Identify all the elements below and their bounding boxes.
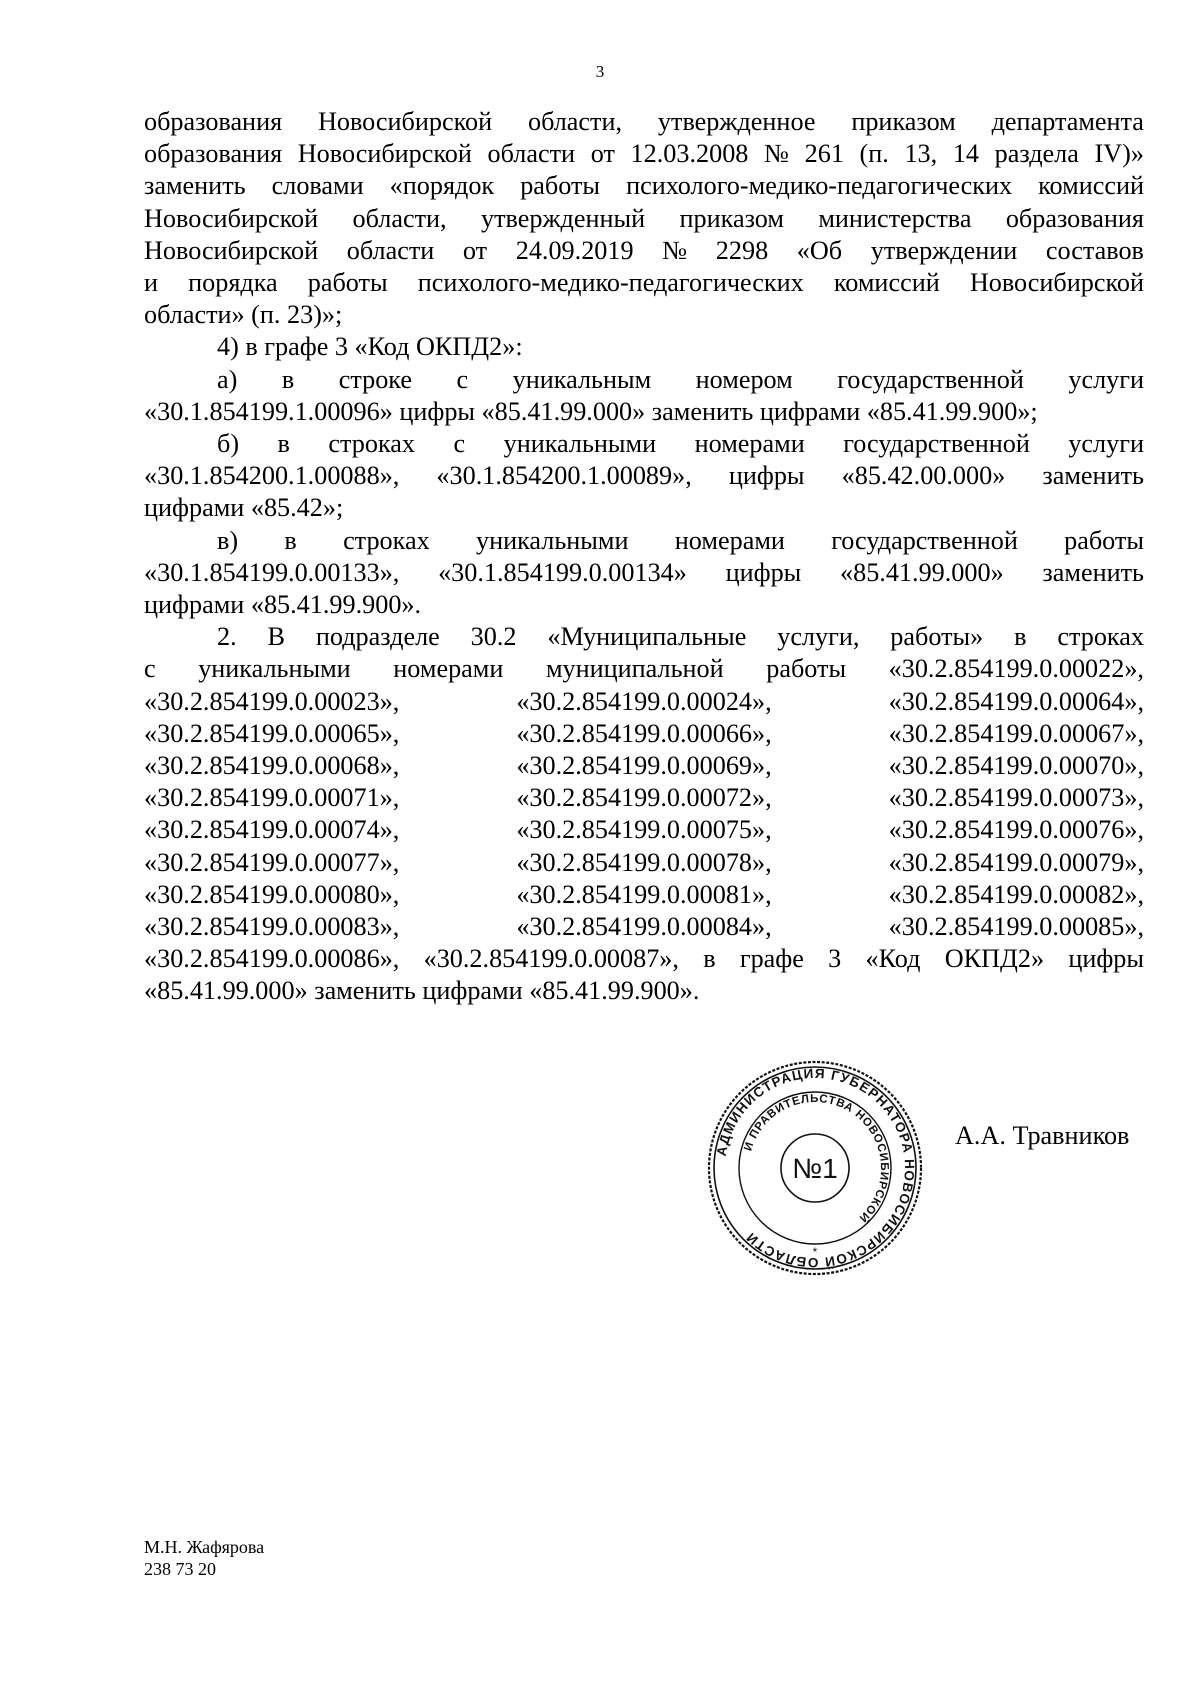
word: № <box>662 235 688 265</box>
text-line: области» (п. 23)»; <box>144 300 343 330</box>
word: образования <box>144 107 283 136</box>
word: В <box>267 622 285 652</box>
text-line: «30.1.854199.1.00096» цифры «85.41.99.000» заменить цифрами «85.41.99.900»; <box>144 396 1038 426</box>
word: Новосибирской <box>969 268 1144 298</box>
word: государственной <box>837 364 1024 394</box>
word: «85.42.00.000» <box>841 461 1006 491</box>
text-line <box>144 653 1144 685</box>
word: «Код <box>865 944 921 974</box>
stamp-outer-text: АДМИНИСТРАЦИЯ ГУБЕРНАТОРА НОВОСИБИРСКОЙ ОБЛАСТИ <box>713 1065 918 1271</box>
word: 2298 <box>715 235 769 265</box>
executor-block <box>144 1536 264 1580</box>
text-line <box>144 170 1144 202</box>
word: уникальными <box>503 429 657 459</box>
word: образования <box>1005 203 1144 233</box>
word: «30.2.854199.0.00078», <box>516 847 772 877</box>
text-line <box>144 203 1144 235</box>
word: подразделе <box>315 622 440 652</box>
word: в <box>703 944 716 974</box>
word: приказом <box>851 107 956 136</box>
word: «30.2.854199.0.00077», <box>144 847 400 877</box>
word: утвержденное <box>657 107 816 136</box>
word: работы <box>766 654 847 684</box>
word: утверждении <box>870 235 1018 265</box>
svg-text:*: * <box>812 1245 818 1259</box>
text-line: цифрами «85.41.99.900». <box>144 590 422 620</box>
word: работы» <box>890 622 984 652</box>
word: комиссий <box>1038 171 1144 201</box>
word: психолого-медико-педагогических <box>626 171 1013 201</box>
word: «30.2.854199.0.00087», <box>423 944 679 974</box>
word: заменить <box>1042 557 1144 587</box>
word: строке <box>338 364 413 394</box>
word: муниципальной <box>545 654 724 684</box>
document-body <box>144 106 1144 1008</box>
word: «30.2.854199.0.00066», <box>516 718 772 748</box>
word: области <box>487 139 576 169</box>
word: 24.09.2019 <box>515 235 634 265</box>
word: цифры <box>728 461 805 491</box>
word: словами <box>271 171 364 201</box>
word: образования <box>144 139 283 169</box>
text-line <box>144 621 1144 653</box>
text-line <box>144 718 1144 750</box>
word: «30.2.854199.0.00085», <box>888 912 1144 942</box>
word: ОКПД2» <box>944 944 1045 974</box>
word: «30.1.854200.1.00088», <box>144 461 400 491</box>
word: «30.2.854199.0.00082», <box>888 879 1144 909</box>
word: Новосибирской <box>317 107 493 136</box>
word: государственной <box>843 429 1030 459</box>
word: «30.2.854199.0.00074», <box>144 815 400 845</box>
word: области, <box>527 107 623 136</box>
word: и <box>144 268 159 298</box>
word: номерами <box>694 429 805 459</box>
text-line <box>144 428 1144 460</box>
word: заменить <box>1042 461 1144 491</box>
word: с <box>456 364 469 394</box>
text-line <box>144 525 1144 557</box>
word: 261 <box>804 139 844 169</box>
word: Новосибирской <box>144 203 319 233</box>
text-line <box>144 235 1144 267</box>
word: «30.2.854199.0.00069», <box>516 751 772 781</box>
word: № <box>764 139 789 169</box>
text-line <box>144 460 1144 492</box>
text-line <box>144 138 1144 170</box>
word: в <box>281 364 295 394</box>
word: «85.41.99.000» <box>840 557 1004 587</box>
word: б) <box>217 429 240 459</box>
word: номерами <box>674 525 785 555</box>
word: «30.2.854199.0.00023», <box>144 686 400 716</box>
word: с <box>453 429 466 459</box>
text-line <box>144 686 1144 718</box>
word: номерами <box>393 654 504 684</box>
word: утвержденный <box>480 203 646 233</box>
word: государственной <box>831 525 1018 555</box>
word: «30.2.854199.0.00024», <box>516 686 772 716</box>
word: «30.1.854199.0.00133», <box>144 557 400 587</box>
text-line <box>144 943 1144 975</box>
word: «30.2.854199.0.00065», <box>144 718 400 748</box>
word: психолого-медико-педагогических <box>417 268 804 298</box>
word: министерства <box>818 203 972 233</box>
text-line <box>144 106 1144 138</box>
word: «30.2.854199.0.00076», <box>888 815 1144 845</box>
word: работы <box>1064 525 1144 555</box>
word: строках <box>328 429 416 459</box>
text-line <box>144 750 1144 782</box>
word: графе <box>739 944 804 974</box>
word: строках <box>1057 622 1144 652</box>
word: работы <box>307 268 388 298</box>
word: «30.1.854199.0.00134» <box>438 557 687 587</box>
text-line <box>144 364 1144 396</box>
text-line <box>144 782 1144 814</box>
stamp-center-text: №1 <box>792 1153 838 1184</box>
word: порядка <box>188 268 278 298</box>
word: от <box>462 235 488 265</box>
word: цифры <box>1068 944 1144 974</box>
word: заменить <box>144 171 246 201</box>
word: услуги <box>1068 429 1144 459</box>
word: комиссий <box>833 268 940 298</box>
word: «30.2.854199.0.00084», <box>516 912 772 942</box>
word: «30.2.854199.0.00075», <box>516 815 772 845</box>
word: «30.2.854199.0.00071», <box>144 783 400 813</box>
word: 13, <box>904 139 938 169</box>
word: а) <box>217 364 238 394</box>
word: «30.2.854199.0.00081», <box>516 879 772 909</box>
word: в) <box>217 525 239 555</box>
word: 30.2 <box>470 622 517 652</box>
word: услуги <box>1068 364 1144 394</box>
word: «30.2.854199.0.00086», <box>144 944 400 974</box>
word: услуги, <box>777 622 860 652</box>
executor-phone: 238 73 20 <box>144 1559 216 1579</box>
text-line: 4) в графе 3 «Код ОКПД2»: <box>217 332 523 362</box>
text-line <box>144 847 1144 879</box>
word: Новосибирской <box>144 235 319 265</box>
word: 12.03.2008 <box>630 139 749 169</box>
word: в <box>284 525 297 555</box>
word: в <box>1014 622 1027 652</box>
word: «30.2.854199.0.00080», <box>144 879 400 909</box>
word: 14 <box>952 139 979 169</box>
word: номером <box>695 364 793 394</box>
word: раздела <box>994 139 1079 169</box>
word: «30.2.854199.0.00068», <box>144 751 400 781</box>
word: «30.2.854199.0.00083», <box>144 912 400 942</box>
word: (п. <box>859 139 889 169</box>
word: в <box>277 429 290 459</box>
word: «30.2.854199.0.00070», <box>888 751 1144 781</box>
text-line: цифрами «85.42»; <box>144 493 344 523</box>
word: составов <box>1045 235 1144 265</box>
word: «30.2.854199.0.00079», <box>888 847 1144 877</box>
signer-name: А.А. Травников <box>955 1121 1130 1150</box>
stamp-inner-text: И ПРАВИТЕЛЬСТВА НОВОСИБИРСКОЙ <box>742 1092 891 1225</box>
text-line <box>144 557 1144 589</box>
executor-name: М.Н. Жафярова <box>144 1537 265 1557</box>
word: от <box>590 139 615 169</box>
page-number: 3 <box>595 62 605 81</box>
word: департамента <box>991 107 1144 136</box>
word: «30.2.854199.0.00064», <box>888 686 1144 716</box>
word: области <box>346 235 435 265</box>
word: «30.2.854199.0.00072», <box>516 783 772 813</box>
word: IV)» <box>1094 139 1144 169</box>
text-line <box>144 267 1144 299</box>
official-stamp <box>705 1058 925 1278</box>
word: «Об <box>796 235 843 265</box>
word: уникальными <box>198 654 351 684</box>
word: 3 <box>828 944 842 974</box>
word: «30.2.854199.0.00073», <box>888 783 1144 813</box>
text-line <box>144 879 1144 911</box>
word: «30.2.854199.0.00067», <box>888 718 1144 748</box>
word: уникальными <box>475 525 629 555</box>
word: уникальным <box>512 364 652 394</box>
word: области, <box>352 203 447 233</box>
word: строках <box>343 525 430 555</box>
word: цифры <box>725 557 802 587</box>
text-line <box>144 911 1144 943</box>
text-line <box>144 814 1144 846</box>
word: приказом <box>679 203 784 233</box>
word: с <box>144 654 156 684</box>
word: «порядок <box>389 171 495 201</box>
word: «Муниципальные <box>547 622 747 652</box>
word: «30.1.854200.1.00089», <box>436 461 692 491</box>
text-line: «85.41.99.000» заменить цифрами «85.41.99.900». <box>144 976 700 1006</box>
word: работы <box>520 171 601 201</box>
word: Новосибирской <box>297 139 472 169</box>
word: «30.2.854199.0.00022», <box>888 654 1144 684</box>
word: 2. <box>217 622 237 652</box>
